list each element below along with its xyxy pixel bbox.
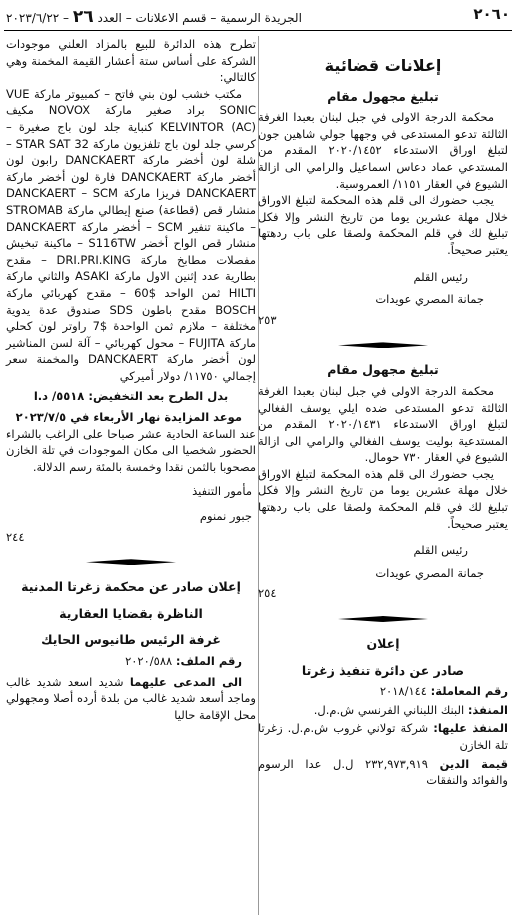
auction-intro: تطرح هذه الدائرة للبيع بالمزاد العلني موجودات الشركة على أساس ستة أعشار القيمة المخمنة وهي كالتالي: (6, 37, 256, 85)
auction-items: مكتب خشب لون بني فاتح – كمبيوتر ماركة VUE SONIC براد صغير ماركة NOVOX مكيف KELVINTOR (AC) كنباية جلد لون باج صغيرة – كرسي جلد لون باج تلفزيون ماركة 32 STAR SAT – شلة لون أخضر ماركة DANCKAERT رابون لون أخضر ماركة DANCKAERT فارة لون أخضر ماركة DANCKAERT فريزا ماركة DANCKAERT – SCM منشار قص (قطاعة) صنع إيطالي ماركة STROMAB – ماكينة تنفير SCM – أخضر ماركة DANCKAERT منشار قص الواح أخضر S116TW – ماكينة تبخيش مفصلات مطابخ ماركة DRI.PRI.KING – مقدح بطارية عدد إثنين الاول ماركة ASAKI والثاني ماركة HILTI ثمن الواحد $60 – مقدح كهربائي ماركة BOSCH مقدح باطون SDS صندوق عدة يدوية مختلفة – ملازم ثمن الواحدة $7 راوتر لون كحلي ماركة FUJITA – محول كهربائي – آلة لسن المناشير لون أخضر ماركة DANCKAERT والمخمنة سعر إجمالي ١١٧٥٠/ دولار أميركي (6, 86, 257, 383)
notice-3 (258, 636, 508, 789)
debtor-row (258, 720, 508, 753)
notice-1-body2: يجب حضورك الى قلم هذه المحكمة لتبلغ الاوراق خلال مهلة عشرين يوما من تاريخ النشر وإلا فكل تبليغ لك في قلم المحكمة ولصقا على باب ردهتها يعتبر صحيحاً. (258, 193, 508, 257)
file-number-row (6, 653, 256, 670)
creditor-row (258, 702, 508, 719)
notice-2 (258, 362, 508, 602)
case-number-label: رقم المعاملة: (430, 684, 508, 699)
notice-2-sig-title: رئيس القلم (413, 543, 468, 558)
notice-3-subtitle: صادر عن دائرة تنفيذ زغرتا (301, 662, 465, 678)
case-number-value: ٢٠١٨/١٤٤ (379, 684, 427, 699)
notice-2-body2: يجب حضورك الى قلم هذه المحكمة لتبلغ الاوراق خلال مهلة عشرين يوما من تاريخ النشر وإلا فكل تبليغ لك في قلم المحكمة ولصقا على باب ردهتها يعتبر صحيحاً. (258, 466, 508, 531)
notice-number-244: ٢٤٤ (6, 529, 25, 544)
debtor-label: المنفذ عليها: (433, 721, 508, 736)
defendants-label: الى المدعى عليهما (129, 674, 243, 689)
reduction-label: بدل الطرح بعد التخفيض: (88, 389, 229, 404)
debt-label: قيمة الدين (439, 756, 509, 771)
executor-title: مأمور التنفيذ (192, 484, 252, 499)
page-header (0, 0, 516, 32)
gazette-title (6, 7, 302, 27)
section-title: إعلانات قضائية (324, 56, 442, 75)
notice-1-number: ٢٥٣ (258, 312, 277, 327)
auction-body: عند الساعة الحادية عشر صباحا على الراغب بالشراء الحضور شخصيا الى مكان الموجودات في تلة الخازن مصحوبا بالثمن نقدا وخمسة بالمئة رسم الدلالة. (6, 426, 256, 474)
notice-1-sig-title: رئيس القلم (413, 269, 468, 284)
file-number-label: رقم الملف: (175, 654, 242, 668)
notice-4 (6, 579, 256, 723)
case-number-row (258, 683, 508, 700)
issue-number: ٢٦ (72, 7, 94, 27)
notice-4-title3: غرفة الرئيس طانيوس الحايك (41, 632, 221, 648)
notice-2-title: تبليغ مجهول مقام (327, 362, 439, 378)
notice-2-sig-name: جمانة المصري عويدات (375, 565, 484, 580)
gazette-title-prefix: الجريدة الرسمية – قسم الاعلانات – العدد (97, 11, 302, 25)
creditor-value: البنك اللبناني الفرنسي ش.م.ل. (313, 702, 465, 717)
reduction-value: ٥٥١٨/ د.ا (33, 389, 85, 404)
notice-4-title1: إعلان صادر عن محكمة زغرتا المدنية (21, 579, 241, 595)
left-column (6, 36, 256, 723)
creditor-label: المنفذ: (467, 702, 508, 717)
notice-1-title: تبليغ مجهول مقام (327, 88, 439, 104)
separator (258, 342, 508, 348)
header-rule (4, 30, 512, 31)
notice-4-title2: الناظرة بقضايا العقارية (59, 605, 203, 621)
separator (258, 616, 508, 622)
notice-1-body: محكمة الدرجة الاولى في جبل لبنان بعبدا الغرفة الثالثة تدعو المستدعى في وجهها جولي شاهين جون لتبلغ اوراق الاستدعاء ٢٠٢٠/١٤٥٢ المقدم من المستدعي عماد دعاس اسماعيل والرامي الى ازالة الشيوع في العقار ١١٥١/ العمروسية. (258, 110, 508, 191)
file-number-value: ٢٠٢٠/٥٨٨ (125, 654, 173, 668)
notice-1 (258, 89, 508, 329)
reduction-row (6, 388, 256, 405)
debt-value: ٢٣٢,٩٧٣,٩١٩ ل.ل عدا الرسوم والفوائد والنفقات (258, 756, 508, 788)
defendants-body: شديد اسعد شديد غالب وماجد أسعد شديد غالب من بلدة أرده أصلا ومجهولي محل الإقامة حاليا (6, 674, 256, 722)
executor-name: جبور نمنوم (199, 509, 252, 524)
notice-3-title: إعلان (366, 636, 400, 652)
debt-row (258, 756, 508, 789)
issue-date: – ٢٠٢٣/٦/٢٢ (6, 11, 70, 25)
defendants-paragraph (6, 674, 256, 724)
separator (6, 559, 256, 565)
right-column (258, 36, 508, 791)
auction-date: موعد المزايدة نهار الأربعاء في ٢٠٢٣/٧/٥ (15, 410, 242, 425)
debtor-value: شركة تولاني غروب ش.م.ل. زغرتا تلة الخازن (258, 721, 508, 752)
page-number: ٢٠٦٠ (473, 5, 510, 23)
notice-2-body: محكمة الدرجة الاولى في جبل لبنان بعبدا الغرفة الثالثة تدعو المستدعى ضده ايلي يوسف الفغالي لتبلغ اوراق الاستدعاء ٢٠٢٠/١٤٣١ المقدم من المستدعية بوليت يوسف الفغالي والرامي الى ازالة الشيوع في العقار ٧٣٠ حومال. (258, 383, 508, 465)
notice-1-sig-name: جمانة المصري عويدات (375, 292, 484, 307)
notice-2-number: ٢٥٤ (258, 586, 277, 601)
